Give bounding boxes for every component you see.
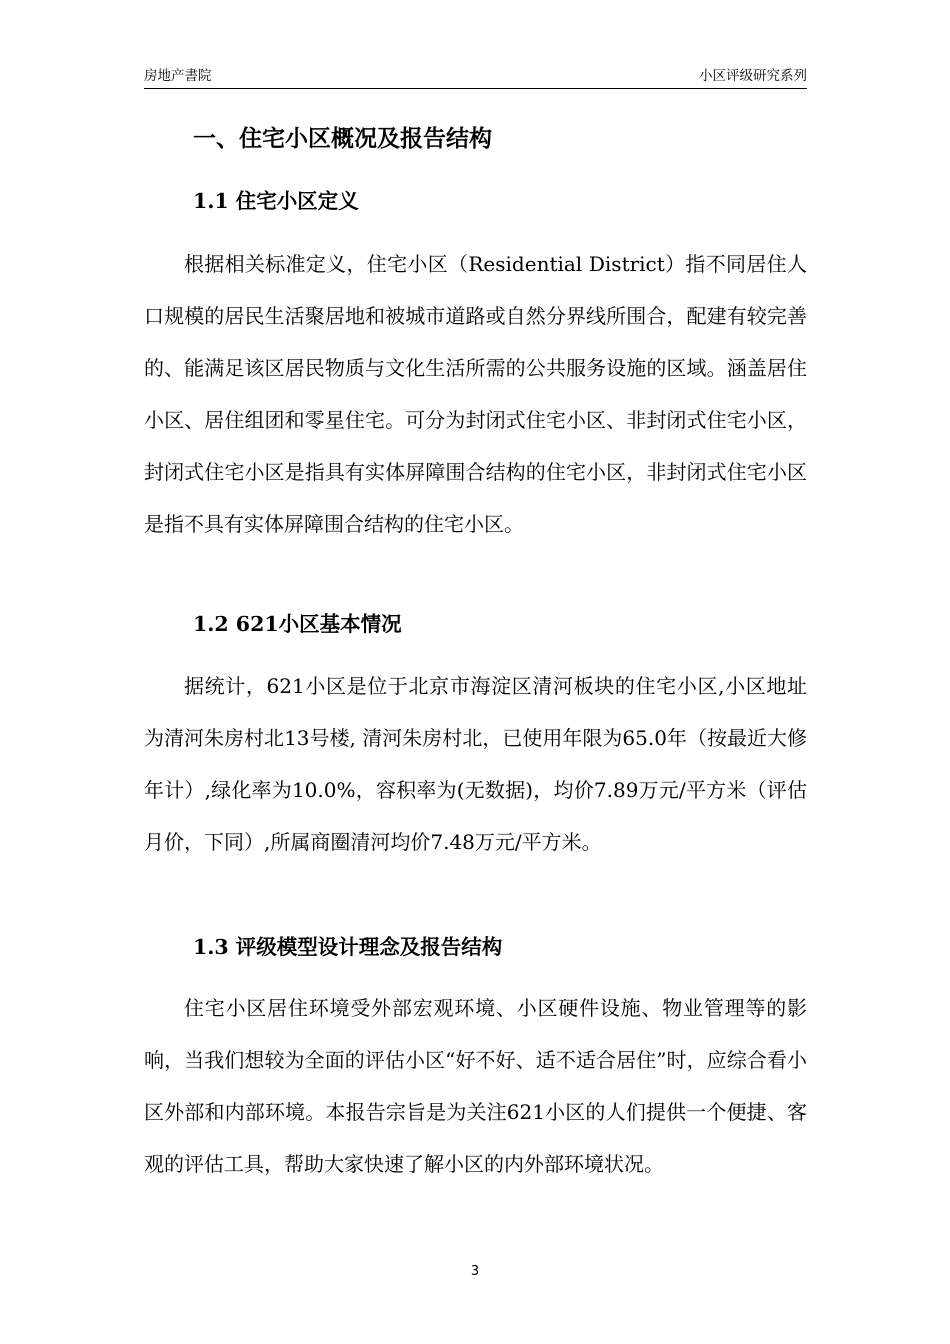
section-paragraph-1-2: 据统计，621小区是位于北京市海淀区清河板块的住宅小区,小区地址为清河朱房村北13号楼, 清河朱房村北，已使用年限为65.0年（按最近大修年计）,绿化率为10.0%，容积率为(无数据)，均价7.89万元/平方米（评估月价，下同）,所属商圈清河均价7.48万元/平方米。 xyxy=(144,674,807,854)
chapter-title: 一、住宅小区概况及报告结构 xyxy=(193,125,492,152)
header-left-text: 房地产書院 xyxy=(144,68,212,84)
page-header xyxy=(144,66,807,89)
header-right-text: 小区评级研究系列 xyxy=(699,68,807,84)
section-paragraph-1-3: 住宅小区居住环境受外部宏观环境、小区硬件设施、物业管理等的影响，当我们想较为全面的评估小区“好不好、适不适合居住”时，应综合看小区外部和内部环境。本报告宗旨是为关注621小区的人们提供一个便捷、客观的评估工具，帮助大家快速了解小区的内外部环境状况。 xyxy=(144,996,807,1176)
section-heading-1-2: 1.2 621小区基本情况 xyxy=(193,612,402,636)
section-heading-1-3: 1.3 评级模型设计理念及报告结构 xyxy=(193,935,503,959)
section-paragraph-1-1: 根据相关标准定义，住宅小区（Residential District）指不同居住人口规模的居民生活聚居地和被城市道路或自然分界线所围合，配建有较完善的、能满足该区居民物质与文化生活所需的公共服务设施的区域。涵盖居住小区、居住组团和零星住宅。可分为封闭式住宅小区、非封闭式住宅小区，封闭式住宅小区是指具有实体屏障围合结构的住宅小区，非封闭式住宅小区是指不具有实体屏障围合结构的住宅小区。 xyxy=(144,252,807,536)
page-number: 3 xyxy=(470,1264,480,1279)
section-heading-1-1: 1.1 住宅小区定义 xyxy=(193,189,359,213)
